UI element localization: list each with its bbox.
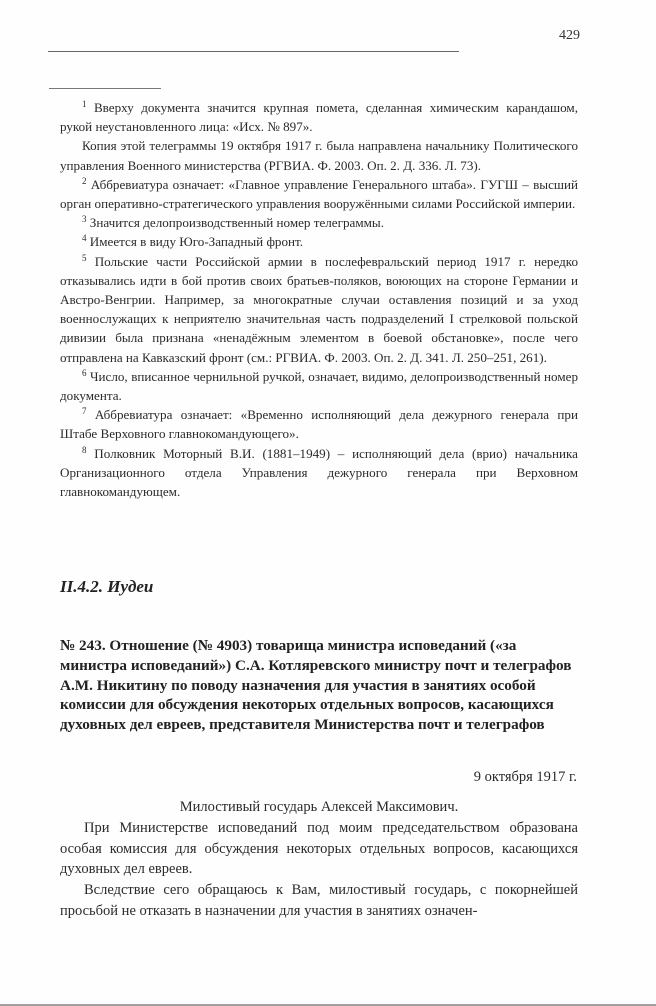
footnote-marker: 1 xyxy=(82,99,87,109)
footnote-marker: 3 xyxy=(82,214,87,225)
section-title: II.4.2. Иудеи xyxy=(60,577,154,596)
footnote-3 xyxy=(60,213,578,232)
footnote-marker: 6 xyxy=(82,367,87,378)
footnote-marker: 4 xyxy=(82,233,87,244)
document-date: 9 октября 1917 г. xyxy=(473,769,577,785)
footnote-8 xyxy=(60,444,578,502)
footnote-7 xyxy=(60,405,578,443)
footnote-marker: 2 xyxy=(82,175,87,186)
footnote-marker: 7 xyxy=(82,406,87,417)
body-paragraph: Вследствие сего обращаюсь к Вам, милостивый государь, с покорнейшей просьбой не отказать в назначении для участия в занятиях означен- xyxy=(60,882,578,919)
footnote-text: Копия этой телеграммы 19 октября 1917 г. была направлена начальнику Политического управления Военного министерства (РГВИА. Ф. 2003. Оп. 2. Д. 336. Л. 73). xyxy=(60,138,578,173)
salutation: Милостивый государь Алексей Максимович. xyxy=(179,799,459,815)
footnote-separator xyxy=(49,88,161,89)
document-heading: № 243. Отношение (№ 4903) товарища министра исповеданий («за министра исповеданий») С.А. Котляревского министру почт и телеграфов А.М. Никитину по поводу назначения для участия в занятиях особой комиссии для обсуждения некоторых отдельных вопросов, касающихся духовных дел евреев, представителя Министерства почт и телеграфов xyxy=(60,637,572,734)
footnote-text: Аббревиатура означает: «Главное управление Генерального штаба». ГУГШ – высший орган оперативно-стратегического управления вооружёнными силами Российской империи. xyxy=(60,176,578,212)
footnote-marker: 5 xyxy=(82,252,87,263)
header-divider-full xyxy=(48,51,459,52)
footnote-text: Вверху документа значится крупная помета, сделанная химическим карандашом, рукой неустановленного лица: «Исх. № 897». xyxy=(60,100,578,135)
footnote-text: Полковник Моторный В.И. (1881–1949) – исполняющий дела (врио) начальника Организационного отдела Управления дежурного генерала при Верховном главнокомандующем. xyxy=(60,445,578,500)
footnote-marker: 8 xyxy=(82,444,87,455)
footnote-text: Польские части Российской армии в послефевральский период 1917 г. нередко отказывались идти в бой против своих братьев-поляков, воюющих на стороне Германии и Австро-Венгрии. Например, за многократные случаи оставления позиций и за уход военнослужащих к неприятелю значительная часть подразделений I стрелковой польской дивизии была признана «ненадёжным элементом в боевой обстановке», после чего отправлена на Кавказский фронт (см.: РГВИА. Ф. 2003. Оп. 2. Д. 341. Л. 250–251, 261). xyxy=(60,253,578,365)
footnote-1 xyxy=(60,98,578,136)
footnote-text: Аббревиатура означает: «Временно исполняющий дела дежурного генерала при Штабе Верховного главнокомандующего». xyxy=(60,407,578,442)
page-number: 429 xyxy=(559,28,580,43)
body-paragraph: При Министерстве исповеданий под моим председательством образована особая комиссия для обсуждения некоторых отдельных вопросов, касающихся духовных дел евреев. xyxy=(60,820,578,878)
footnote-4 xyxy=(60,232,578,251)
footnotes xyxy=(60,98,578,501)
footnote-2 xyxy=(60,175,578,213)
footnote-text: Значится делопроизводственный номер телеграммы. xyxy=(89,215,384,231)
footnote-5 xyxy=(60,252,578,367)
footnote-1-continuation xyxy=(60,136,578,174)
footnote-text: Число, вписанное чернильной ручкой, означает, видимо, делопроизводственный номер документа. xyxy=(60,368,578,404)
document-body xyxy=(60,818,578,922)
footnote-6 xyxy=(60,367,578,405)
footnote-text: Имеется в виду Юго-Западный фронт. xyxy=(89,234,304,250)
